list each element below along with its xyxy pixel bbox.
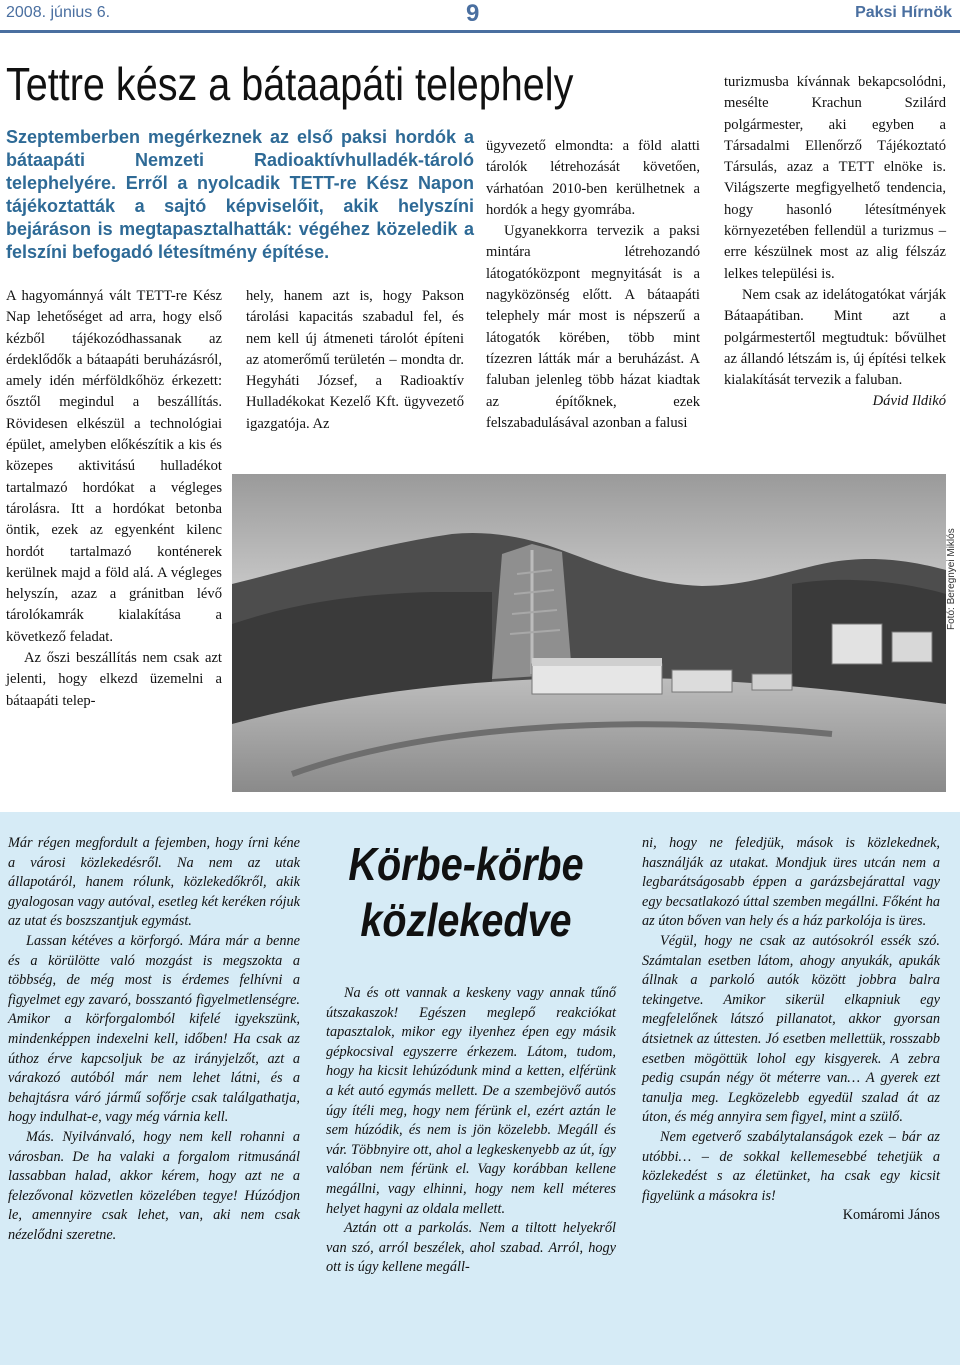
box-paragraph: Nem egetverő szabálytalanságok ezek – bár az utóbbi… – de sokkal kellemesebbé tehetjük a közlekedést s az életünket, ha csak egy kicsit figyelünk a másokra is!	[642, 1128, 940, 1204]
box-title-line-2: közlekedve	[360, 894, 572, 946]
article-paragraph: A hagyománnyá vált TETT-re Kész Nap lehetőséget ad arra, hogy első kézből tájékozódhassanak az érdeklődők a bátaapáti beruházásról, amely idén mérföldkőhöz érkezett: ősztől megindul a beszállítás. Rövidesen elkészül a technológiai épület, amelyben előkészítik a kis és közepes aktivitású hulladékot tartalmazó hordókat a végleges tárolásra. Itt a hordókat betonba öntik, ezek az egyenként kilenc hordót tartalmazó konténerek kerülnek majd a föld alá. A végleges helyszín, azaz a gránitban lévő tárolókamrák kialakítása a következő feladat.	[6, 288, 222, 645]
article-paragraph: hely, hanem azt is, hogy Pakson tárolási kapacitás szabadul fel, és nem kell új átmeneti tárolót építeni az atomerőmű területén – mondta dr. Hegyháti József, a Radioaktív Hulladékokat Kezelő Kft. ügyvezető igazgatója. Az	[246, 288, 464, 432]
box-paragraph: Már régen megfordult a fejemben, hogy írni kéne a városi közlekedésről. Na nem az utak állapotáról, hanem rólunk, közlekedőkről, akik gyalogosan vagy autóval, esetleg két keréken rójuk az utat és boszszantjuk egymást.	[8, 835, 300, 930]
article-column-2	[246, 286, 464, 435]
article-paragraph: ügyvezető elmondta: a föld alatti tárolók létrehozását követően, várhatóan 2010-ben kerülhetnek a hordók a hegy gyomrába.	[486, 138, 700, 218]
box-paragraph: Na és ott vannak a keskeny vagy annak tűnő útszakaszok! Egészen meglepő reakciókat tapasztalok, mikor egy ilyenhez épen egy másik gépkocsival egyszerre érkezem. Látom, tudom, hogy ha kicsit lehúzódunk mind a ketten, elférünk a két autó egymás mellett. De a szembejövő autós úgy ítéli meg, hogy nem férünk el, ezért aztán le sem húzódik, és nem is jön közelebb. Megáll és vár. Többnyire ott, ahol a legkeskenyebb az út, így valóban nem férünk el. Vagy korábban kellene megállni, vagy elhinni, hogy nem kell méteres helyet hagyni az oldala mellett.	[326, 985, 616, 1217]
article-column-4	[724, 72, 946, 413]
article-title: Tettre kész a bátaapáti telephely	[6, 58, 574, 110]
box-column-1	[8, 834, 300, 1245]
article-paragraph: Az őszi beszállítás nem csak azt jelenti, hogy elkezd üzemelni a bátaapáti telep-	[6, 650, 222, 709]
newspaper-name: Paksi Hírnök	[855, 4, 952, 21]
box-paragraph: Aztán ott a parkolás. Nem a tiltott helyekről van szó, arról beszélek, ahol szabad. Arról, hogy ott is úgy kellene megáll-	[326, 1220, 616, 1276]
issue-date: 2008. június 6.	[6, 4, 111, 21]
article-author: Dávid Ildikó	[872, 393, 946, 410]
page-number: 9	[466, 0, 480, 27]
site-photo	[232, 474, 946, 792]
article-lead: Szeptemberben megérkeznek az első paksi hordók a bátaapáti Nemzeti Radioaktívhulladék-tároló telephelyére. Erről a nyolcadik TETT-re Kész Napon tájékoztatták a sajtó képviselőit, akik helyszíni bejáráson is megtapasztalhatták: végéhez közeledik a felszíni befogadó létesítmény építése.	[6, 127, 474, 262]
photo-credit: Fotó: Beregnyei Miklós	[946, 528, 957, 630]
box-title-line-1: Körbe-körbe	[348, 838, 584, 890]
article-column-1	[6, 286, 222, 712]
article-paragraph: turizmusba kívánnak bekapcsolódni, mesélte Krachun Szilárd polgármester, aki egyben a Társadalmi Ellenőrző Tájékoztató Társulás, azaz a TETT elnöke is. Világszerte megfigyelhető tendencia, hogy hasonló létesítmények környezetében fellendül a turizmus – erre készülnek most az alig félszáz lelkes települési is.	[724, 74, 946, 282]
box-paragraph: Más. Nyilvánvaló, hogy nem kell rohanni a városban. De ha valaki a forgalom ritmusánál lassabban halad, akkor kérem, hogy azt ne a felezővonal közvetlen közelében tegye! Húzódjon le, amennyire csak lehet, van, aki nem csak nézelődni szeretne.	[8, 1128, 300, 1243]
article-column-3	[486, 136, 700, 434]
box-column-3	[642, 834, 940, 1226]
box-title	[339, 836, 594, 948]
box-column-2	[326, 984, 616, 1278]
box-paragraph: ni, hogy ne feledjük, mások is közlekednek, használják az utakat. Mondjuk üres utcán nem a legbarátságosabb éppen a garázsbejárattal vagy egy becsatlakozó úttal szemben megállni. Főként ha az úton bőven van hely és a ház parkolója is üres.	[642, 835, 940, 930]
article-paragraph: Nem csak az idelátogatókat várják Bátaapátiban. Mint azt a polgármestertől megtudtuk: bővülhet az állandó létszám is, új építési telkek kialakítását tervezik a faluban.	[724, 286, 946, 389]
article-paragraph: Ugyanekkorra tervezik a paksi mintára létrehozandó látogatóközpont megnyitását is a nagyközönség előtt. A bátaapáti telephely már most is népszerű a látogatók körében, több mint tízezren látták már a beruházást. A faluban jelenleg több házat kiadtak az építőknek, ezek felszabadulásával azonban a falusi	[486, 223, 700, 431]
header-rule	[0, 30, 960, 33]
box-author: Komáromi János	[842, 1207, 940, 1224]
box-paragraph: Lassan kétéves a körforgó. Mára már a benne és a körülötte való mozgást is megszokta a többség, de még most is érdemes felhívni a figyelmet egy zavaró, bosszantó figyelmetlenségre. Amikor a körforgalomból kifelé igyekszünk, mindenképpen indexelni kell, időben! Ha csak az úthoz érve kapcsoljuk be az irányjelzőt, azt a várakozó autóból már nem lehet látni, és a behajtásra váró jármű sofőrje csak találgathatja, hogy indulhat-e, vagy még várnia kell.	[8, 932, 300, 1126]
box-paragraph: Végül, hogy ne csak az autósokról essék szó. Számtalan esetben látom, ahogy anyukák, apukák állnak a parkoló autók között jobbra balra tekingetve. Amikor sikerül elkapniuk egy megfelelőnek látszó pillanatot, akkor gyorsan átsietnek az úttesten. Jó esetben mellettük, rosszabb esetben mögöttük lohol egy kisgyerek. A zebra pedig csupán négy öt méterre van… A gyerek ezt tanulja meg. Legközelebb egyedül szalad át az úton, és még annyira sem figyel, mint a szülő.	[642, 932, 940, 1126]
